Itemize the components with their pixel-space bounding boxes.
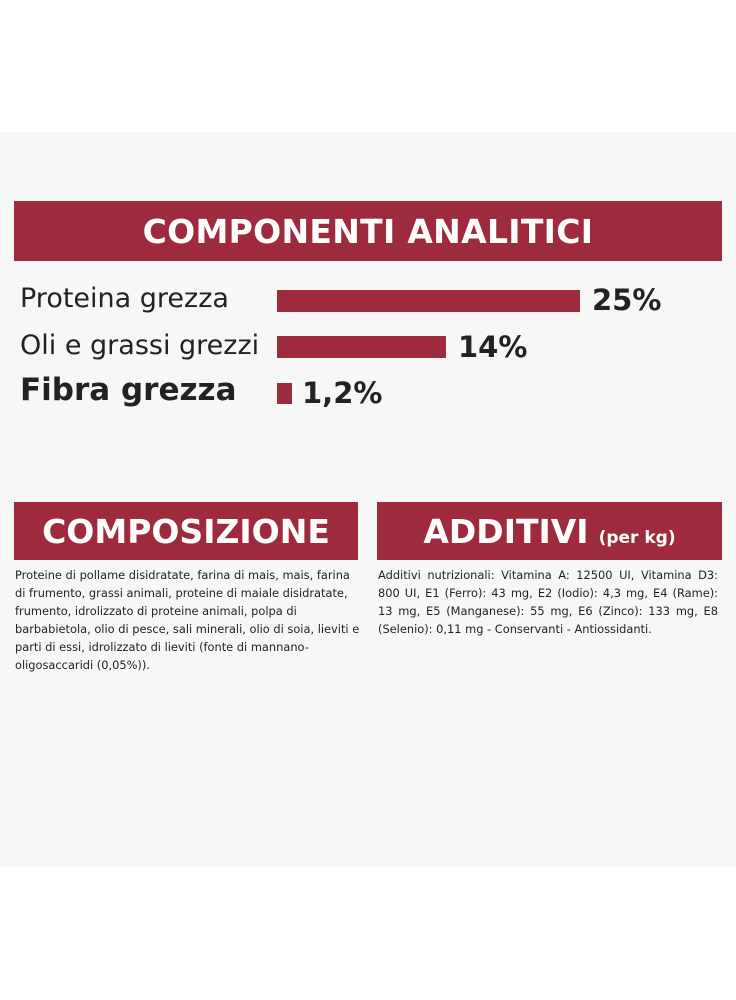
analytic-value-fat: 14% bbox=[458, 330, 528, 364]
additives-title: ADDITIVI bbox=[423, 511, 589, 551]
additives-subtitle: (per kg) bbox=[598, 528, 676, 548]
analytic-bar-fat bbox=[277, 336, 446, 358]
analytic-title-banner bbox=[14, 201, 722, 261]
composition-text: Proteine di pollame disidratate, farina di mais, mais, farina di frumento, grassi animali, proteine di maiale disidratate, frumento, idrolizzato di proteine animali, polpa di barbabietola, olio di pesce, sali minerali, olio di soia, lieviti e parti di essi, idrolizzato di lieviti (fonte di mannano-oligosaccaridi (0,05%)). bbox=[15, 568, 360, 672]
additives-title-banner bbox=[377, 502, 722, 560]
analytic-value-protein: 25% bbox=[592, 283, 662, 317]
analytic-label-fiber: Fibra grezza bbox=[20, 372, 237, 408]
analytic-label-fat: Oli e grassi grezzi bbox=[20, 330, 260, 361]
analytic-label-protein: Proteina grezza bbox=[20, 283, 229, 314]
composition-title: COMPOSIZIONE bbox=[42, 511, 330, 551]
analytic-bar-protein bbox=[277, 290, 580, 312]
analytic-bar-fiber bbox=[277, 383, 292, 404]
composition-title-banner bbox=[14, 502, 358, 560]
additives-text: Additivi nutrizionali: Vitamina A: 12500 UI, Vitamina D3: 800 UI, E1 (Ferro): 43 mg, E2 (Iodio): 4,3 mg, E4 (Rame): 13 mg, E5 (Manganese): 55 mg, E6 (Zinco): 133 mg, E8 (Selenio): 0,11 mg - Conservanti - Antiossidanti. bbox=[378, 568, 718, 636]
analytic-title: COMPONENTI ANALITICI bbox=[142, 211, 594, 251]
analytic-value-fiber: 1,2% bbox=[302, 376, 383, 410]
